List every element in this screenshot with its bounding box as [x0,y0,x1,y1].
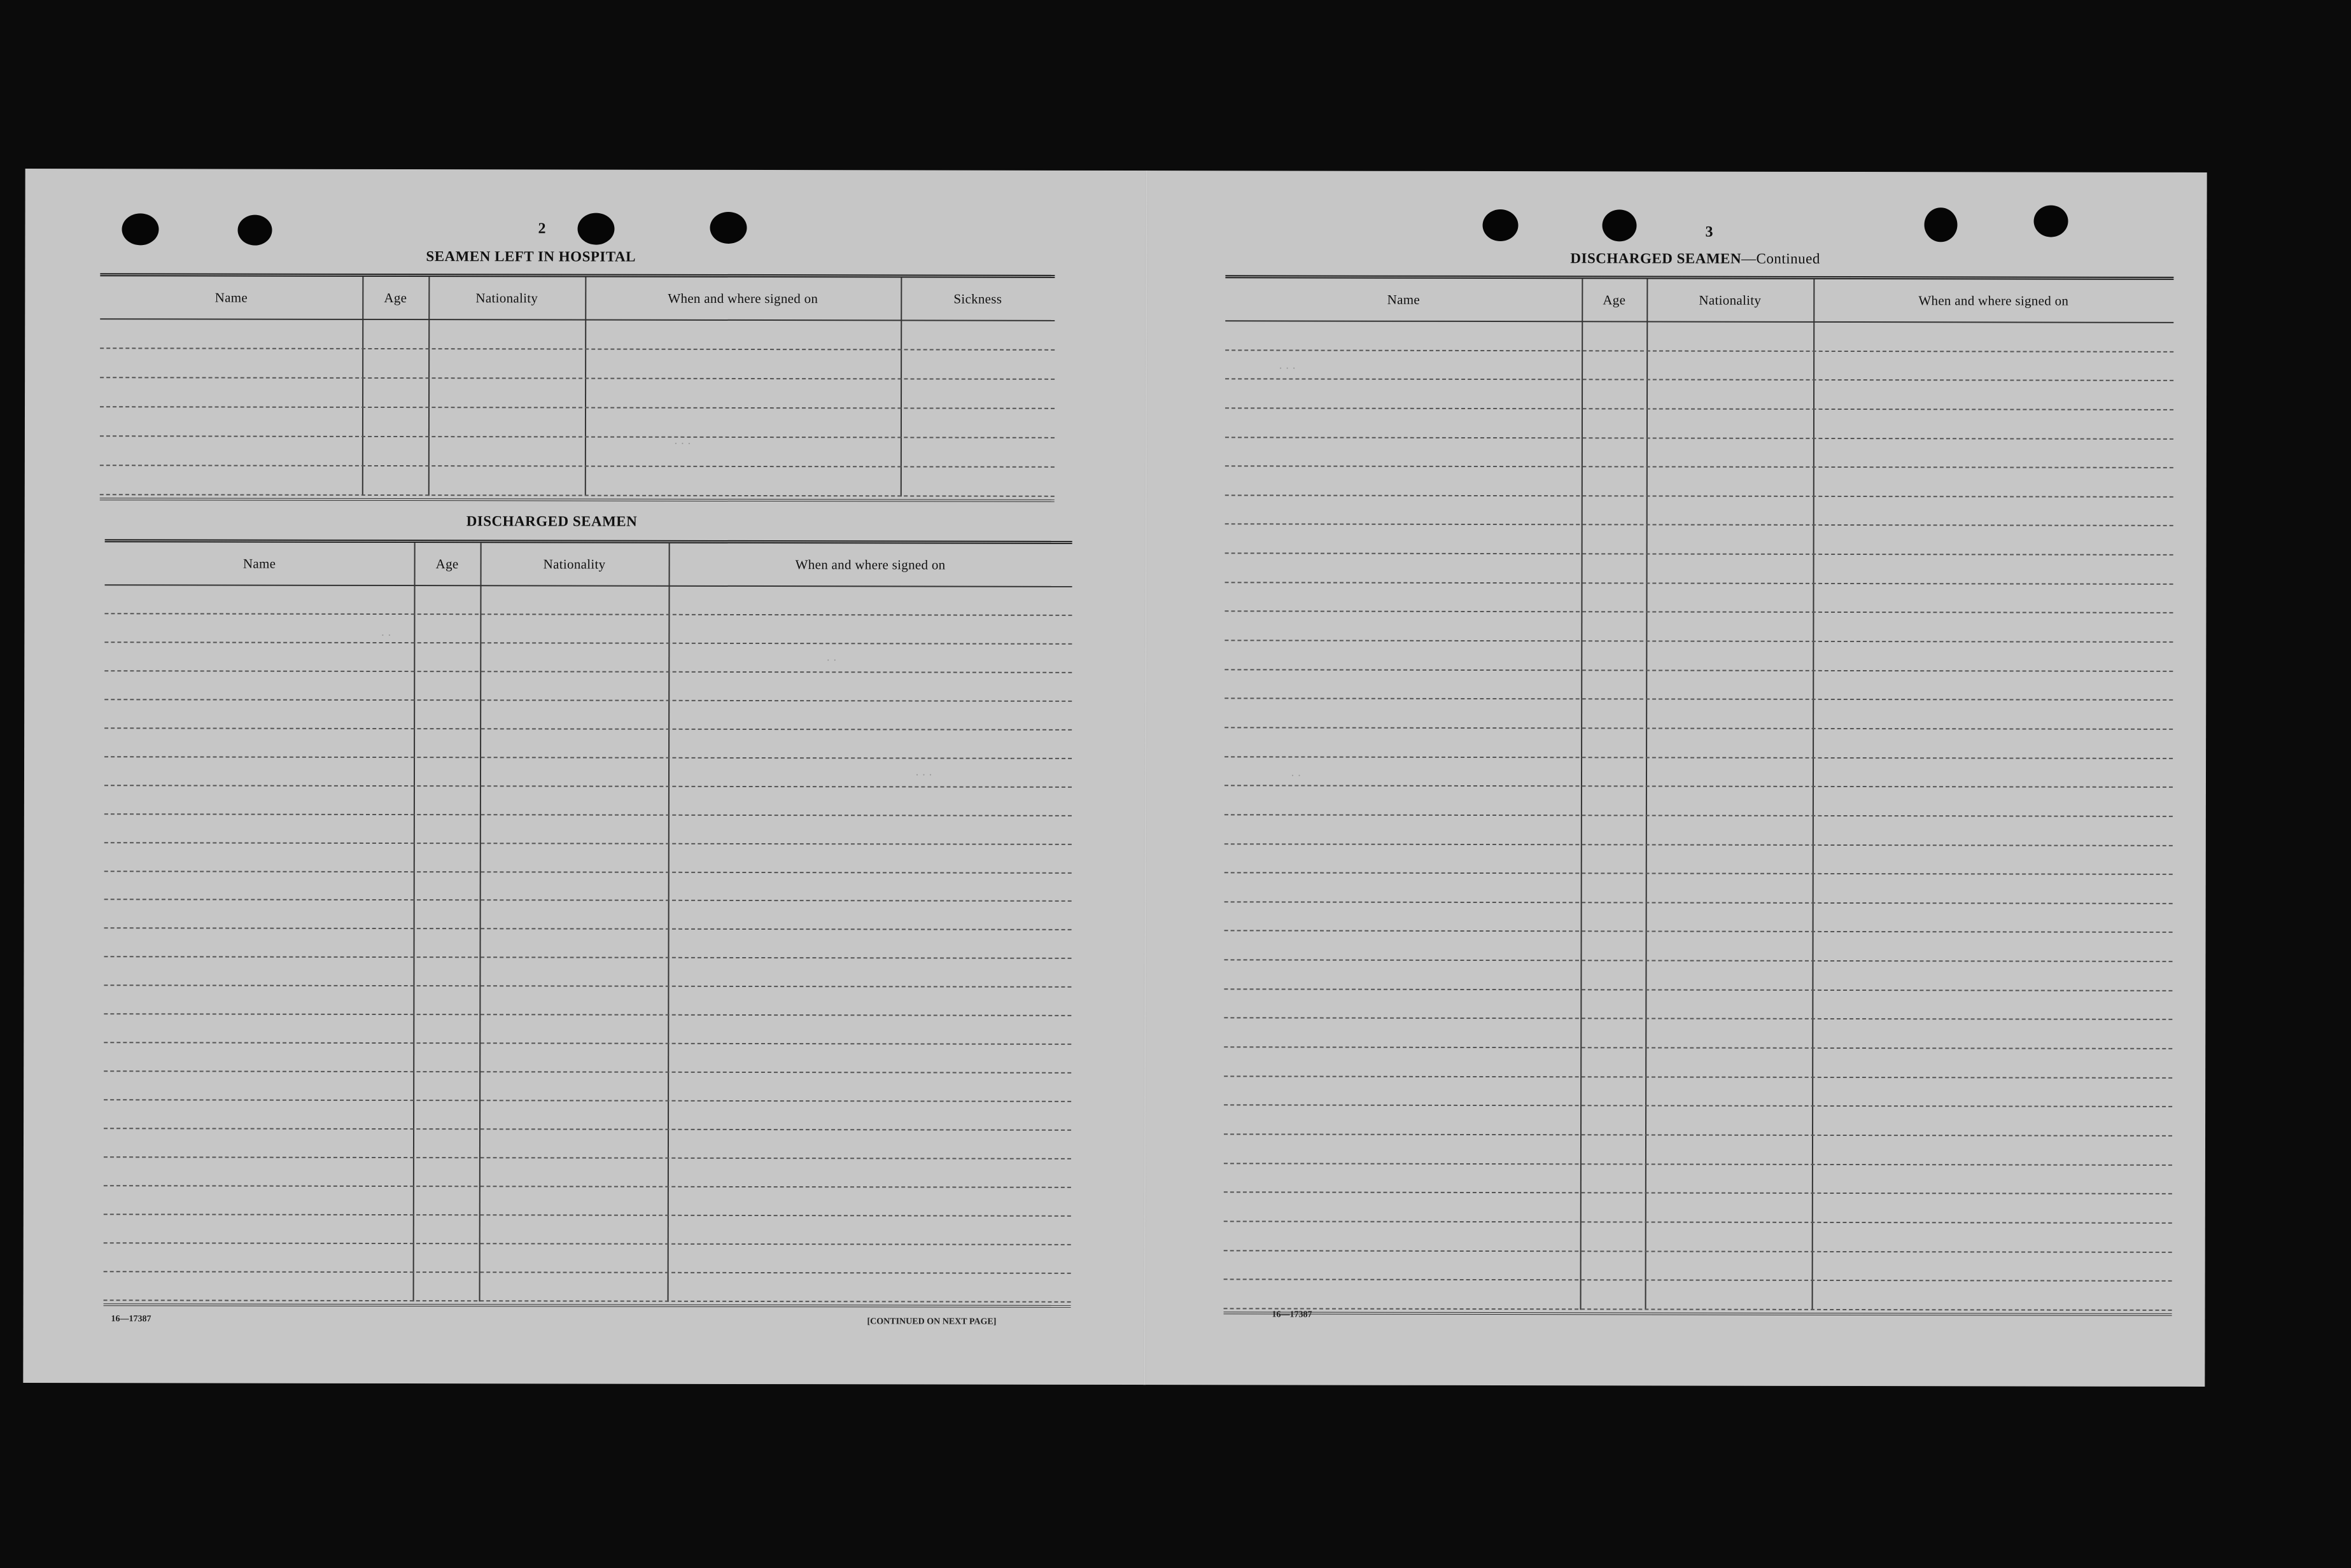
table-row [104,671,1072,702]
table-row [1225,554,2173,584]
bleed-through-mark: · · · [673,437,691,450]
table-row [1225,525,2173,556]
col-header-age: Age [384,290,407,305]
table-row [1224,1135,2172,1165]
table-row [1225,670,2173,701]
table-row [1225,612,2173,643]
table-row [104,843,1072,874]
table-row [104,585,1072,616]
page-number: 2 [538,220,546,237]
table-header [105,542,1072,587]
table-row [100,466,1055,497]
table-row [104,786,1072,816]
table-row [104,1272,1071,1303]
table-row [104,614,1072,645]
punch-hole [1924,207,1957,242]
section-title-suffix: —Continued [1741,250,1820,267]
table-row [1225,902,2173,933]
table-row [1225,699,2173,730]
table-row [104,1072,1071,1102]
continued-note: [CONTINUED ON NEXT PAGE] [867,1317,997,1327]
table-row [104,1015,1071,1046]
table-row [104,643,1072,673]
table-row [100,319,1055,351]
table-row [1225,438,2173,468]
table-rows [104,585,1072,1303]
table-row [1224,1280,2172,1310]
table-row [1225,641,2173,671]
table-row [1225,351,2173,381]
section-title-hospital: SEAMEN LEFT IN HOSPITAL [426,248,636,265]
punch-hole [710,212,747,244]
punch-hole [577,213,614,245]
table-row [1225,787,2173,817]
table-row [104,1129,1071,1159]
discharged-table [104,539,1072,1303]
bleed-through-mark: · · [826,654,837,667]
table-row [1225,757,2173,788]
discharged-continued-table [1224,275,2174,1311]
table-row [104,900,1072,931]
table-row [104,1158,1071,1188]
table-row [1224,1077,2172,1107]
table-row [1225,844,2173,875]
table-row [1224,1251,2172,1282]
table-row [104,1243,1071,1274]
table-row [1225,409,2173,439]
col-header-signed-on: When and where signed on [795,556,946,573]
table-row [1224,932,2172,962]
table-row [104,1043,1071,1074]
hospital-table [100,273,1055,497]
table-header [1225,278,2173,323]
table-row [100,407,1055,438]
punch-hole [122,213,158,245]
bleed-through-mark: · · [1290,769,1302,782]
col-header-sickness: Sickness [953,291,1002,307]
table-row [1225,728,2173,759]
table-end-rule [104,1303,1071,1308]
table-row [1225,321,2173,352]
table-row [1225,467,2173,498]
bleed-through-mark: · · · [915,768,933,781]
table-row [104,729,1072,759]
table-row [104,986,1071,1017]
table-row [1224,1047,2172,1078]
col-header-age: Age [1603,291,1626,307]
page-fold [1143,171,1147,1385]
table-row [104,1100,1071,1131]
table-row [104,1186,1071,1217]
table-row [100,378,1055,409]
punch-hole [237,215,272,246]
form-number: 16—17387 [111,1314,151,1324]
table-end-rule [1224,1312,2172,1316]
section-title-text: DISCHARGED SEAMEN [1570,250,1742,267]
table-row [104,929,1072,960]
col-header-nationality: Nationality [475,290,538,305]
table-row [1225,873,2173,904]
section-title-discharged: DISCHARGED SEAMEN [466,513,638,529]
table-rows [100,319,1055,497]
punch-hole [1482,209,1518,241]
col-header-name: Name [1387,291,1421,307]
table-row [1225,496,2173,526]
table-end-rule [100,498,1055,502]
form-number: 16—17387 [1272,1310,1312,1320]
table-row [1225,815,2173,846]
table-row [1225,380,2173,410]
table-header [100,276,1055,321]
table-row [104,700,1072,731]
bleed-through-mark: · · [381,628,391,642]
table-row [100,349,1055,380]
col-header-name: Name [242,556,276,571]
col-header-signed-on: When and where signed on [1918,292,2069,309]
col-header-name: Name [214,290,248,305]
bleed-through-mark: · · · [1279,361,1296,375]
punch-hole [2033,206,2068,237]
table-row [104,1215,1071,1245]
page-number: 3 [1705,223,1713,241]
table-row [1224,1164,2172,1194]
col-header-nationality: Nationality [1699,292,1762,308]
table-row [1224,960,2172,991]
table-row [1224,1106,2172,1137]
table-rows [1224,321,2174,1311]
document-sheet [23,169,2207,1387]
punch-hole [1602,209,1636,241]
table-row [104,958,1071,988]
table-row [100,437,1055,468]
col-header-nationality: Nationality [543,556,606,572]
section-title-discharged-continued [1570,250,1820,267]
table-row [104,872,1072,902]
col-header-signed-on: When and where signed on [668,290,818,306]
table-row [1224,1019,2172,1049]
col-header-age: Age [435,556,459,571]
table-row [1224,1222,2172,1252]
table-row [104,815,1072,845]
table-row [1224,990,2172,1020]
table-row [1225,583,2173,613]
table-row [1224,1193,2172,1224]
